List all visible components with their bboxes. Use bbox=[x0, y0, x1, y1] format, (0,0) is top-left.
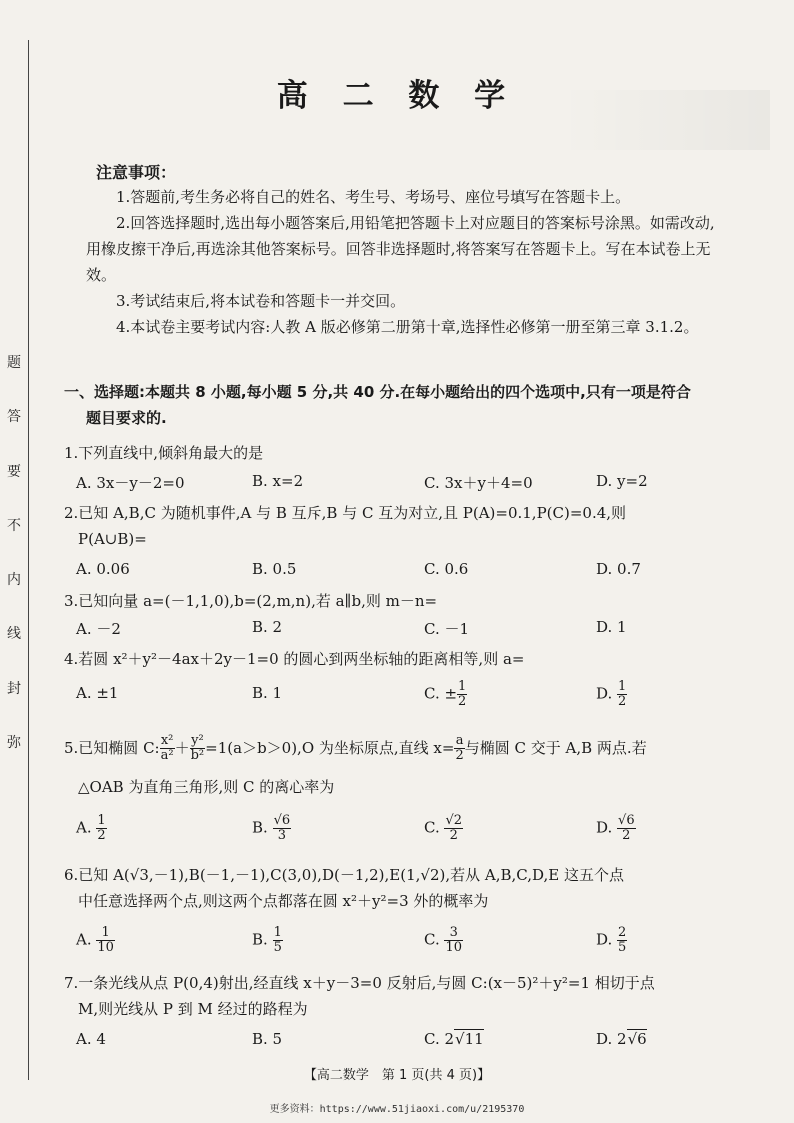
option-prefix: C. bbox=[424, 818, 445, 837]
numerator: √6 bbox=[618, 813, 635, 828]
question-5-options bbox=[76, 814, 756, 844]
denominator: 2 bbox=[449, 828, 458, 843]
sqrt-expression: √6 bbox=[627, 1030, 647, 1048]
option-a: A. 0.06 bbox=[76, 560, 130, 578]
option-d: D. 0.7 bbox=[596, 560, 641, 578]
option-prefix: C. 2 bbox=[424, 1030, 455, 1048]
option-a bbox=[76, 814, 107, 843]
numerator: 1 bbox=[96, 926, 115, 941]
option-prefix: A. bbox=[76, 930, 97, 949]
question-1 bbox=[64, 440, 754, 466]
denominator: 3 bbox=[277, 828, 286, 843]
denominator: 2 bbox=[458, 694, 467, 709]
numerator: a bbox=[455, 733, 464, 748]
fraction bbox=[617, 680, 627, 709]
question-stem: 4.若圆 x²＋y²－4ax＋2y－1=0 的圆心到两坐标轴的距离相等,则 a= bbox=[64, 650, 525, 668]
option-a: A. 3x－y－2=0 bbox=[76, 474, 185, 492]
binding-char: 线 bbox=[7, 626, 21, 643]
binding-char: 不 bbox=[7, 517, 21, 534]
numerator: 1 bbox=[618, 679, 627, 694]
question-3 bbox=[64, 588, 754, 614]
fraction-x2-a2 bbox=[160, 734, 175, 763]
fraction bbox=[96, 814, 106, 843]
question-stem-line2: 中任意选择两个点,则这两个点都落在圆 x²＋y²=3 外的概率为 bbox=[78, 892, 489, 910]
question-stem-line1: 6.已知 A(√3,－1),B(－1,－1),C(3,0),D(－1,2),E(1,√2),若从 A,B,C,D,E 这五个点 bbox=[64, 866, 624, 884]
notice-list bbox=[86, 184, 716, 340]
option-d-prefix: D. bbox=[596, 684, 618, 703]
question-2 bbox=[64, 500, 754, 552]
option-b: B. 0.5 bbox=[252, 560, 297, 578]
fraction-y2-b2 bbox=[190, 734, 206, 763]
option-c bbox=[424, 1030, 484, 1048]
binding-char: 封 bbox=[7, 680, 21, 697]
question-3-options bbox=[76, 618, 756, 648]
binding-char: 答 bbox=[7, 409, 21, 426]
binding-warning bbox=[4, 352, 24, 752]
numerator: 3 bbox=[444, 926, 463, 941]
question-5-line2 bbox=[64, 774, 754, 800]
denominator: b² bbox=[190, 748, 205, 763]
question-4-options bbox=[76, 680, 756, 710]
option-b: B. 2 bbox=[252, 618, 283, 636]
numerator: 1 bbox=[273, 925, 282, 940]
option-a: A. ±1 bbox=[76, 684, 119, 702]
question-stem-line2: P(A∪B)= bbox=[78, 530, 147, 548]
fraction bbox=[457, 680, 467, 709]
question-6 bbox=[64, 862, 754, 914]
option-prefix: B. bbox=[252, 818, 273, 837]
numerator: √6 bbox=[273, 813, 291, 828]
section-heading bbox=[64, 379, 754, 431]
option-prefix: D. bbox=[596, 930, 618, 949]
option-d bbox=[596, 926, 627, 955]
question-stem-line2: M,则光线从 P 到 M 经过的路程为 bbox=[78, 1000, 308, 1018]
fraction bbox=[617, 814, 636, 843]
numerator: 2 bbox=[618, 925, 627, 940]
question-6-options bbox=[76, 926, 756, 956]
denominator: 2 bbox=[622, 828, 631, 843]
binding-char: 题 bbox=[7, 355, 21, 371]
fraction bbox=[444, 814, 463, 843]
option-b: B. 5 bbox=[252, 1030, 283, 1048]
question-stem-line1: 2.已知 A,B,C 为随机事件,A 与 B 互斥,B 与 C 互为对立,且 P(A)=0.1,P(C)=0.4,则 bbox=[64, 504, 627, 522]
option-d: D. y=2 bbox=[596, 472, 648, 490]
option-prefix: C. bbox=[424, 930, 445, 949]
denominator: 5 bbox=[618, 940, 627, 955]
notice-item: 3.考试结束后,将本试卷和答题卡一并交回。 bbox=[116, 292, 406, 310]
option-d: D. 1 bbox=[596, 618, 627, 636]
fraction-a-2 bbox=[454, 734, 464, 763]
denominator: 5 bbox=[273, 940, 282, 955]
fraction bbox=[273, 814, 292, 843]
page-footer: 【高二数学 第 1 页(共 4 页)】 bbox=[303, 1068, 491, 1083]
numerator: y² bbox=[191, 733, 204, 748]
question-stem: 3.已知向量 a=(－1,1,0),b=(2,m,n),若 a∥b,则 m－n= bbox=[64, 592, 438, 610]
sqrt-expression: √11 bbox=[455, 1030, 484, 1048]
notice-item: 2.回答选择题时,选出每小题答案后,用铅笔把答题卡上对应题目的答案标号涂黑。如需改动,用橡皮擦干净后,再选涂其他答案标号。回答非选择题时,将答案写在答题卡上。写在本试卷上无效。 bbox=[86, 214, 715, 284]
fraction bbox=[273, 926, 283, 955]
plus-sign: ＋ bbox=[174, 738, 190, 757]
denominator: 10 bbox=[97, 940, 114, 955]
section-heading-line1: 一、选择题:本题共 8 小题,每小题 5 分,共 40 分.在每小题给出的四个选项中,只有一项是符合 bbox=[64, 383, 691, 401]
denominator: 2 bbox=[455, 748, 464, 763]
section-heading-line2: 题目要求的. bbox=[86, 409, 167, 427]
notice-heading: 注意事项： bbox=[96, 163, 177, 182]
option-c-prefix: C. ± bbox=[424, 684, 458, 703]
q5-mid: =1(a＞b＞0),O 为坐标原点,直线 x= bbox=[205, 738, 455, 757]
q5-post: 与椭圆 C 交于 A,B 两点.若 bbox=[464, 738, 647, 757]
question-stem-line1 bbox=[64, 733, 647, 763]
option-prefix: D. 2 bbox=[596, 1030, 627, 1048]
option-prefix: B. bbox=[252, 930, 273, 949]
question-2-options bbox=[76, 560, 756, 590]
q5-pre: 5.已知椭圆 C: bbox=[64, 738, 160, 757]
option-b bbox=[252, 926, 283, 955]
question-stem: 1.下列直线中,倾斜角最大的是 bbox=[64, 444, 264, 462]
option-b: B. x=2 bbox=[252, 472, 304, 490]
numerator: √2 bbox=[445, 813, 463, 828]
option-d bbox=[596, 680, 627, 709]
fraction bbox=[96, 926, 115, 955]
question-1-options bbox=[76, 472, 756, 502]
question-stem-line1: 7.一条光线从点 P(0,4)射出,经直线 x＋y－3=0 反射后,与圆 C:(x－5)²＋y²=1 相切于点 bbox=[64, 974, 655, 992]
denominator: 10 bbox=[445, 940, 463, 955]
denominator: 2 bbox=[97, 828, 106, 843]
option-a: A. 4 bbox=[76, 1030, 106, 1048]
numerator: 1 bbox=[458, 679, 467, 694]
option-c: C. －1 bbox=[424, 620, 470, 638]
option-c bbox=[424, 680, 467, 709]
notice-item: 4.本试卷主要考试内容:人教 A 版必修第二册第十章,选择性必修第一册至第三章 3.1.2。 bbox=[116, 318, 699, 336]
option-prefix: A. bbox=[76, 818, 97, 837]
numerator: 1 bbox=[97, 813, 106, 828]
option-c bbox=[424, 814, 463, 843]
denominator: a² bbox=[160, 748, 174, 763]
page-title: 高 二 数 学 bbox=[276, 78, 518, 114]
binding-char: 内 bbox=[7, 572, 21, 589]
question-stem-line2: △OAB 为直角三角形,则 C 的离心率为 bbox=[78, 778, 335, 796]
source-link[interactable]: 更多资料：https://www.51jiaoxi.com/u/2195370 bbox=[269, 1104, 525, 1115]
binding-char: 要 bbox=[7, 463, 21, 480]
option-d bbox=[596, 1030, 647, 1048]
option-c bbox=[424, 926, 463, 955]
question-7 bbox=[64, 970, 754, 1022]
option-b: B. 1 bbox=[252, 684, 283, 702]
option-b bbox=[252, 814, 291, 843]
question-4 bbox=[64, 646, 754, 672]
option-c: C. 0.6 bbox=[424, 560, 469, 578]
fraction bbox=[617, 926, 627, 955]
fraction bbox=[444, 926, 463, 955]
option-c: C. 3x＋y＋4=0 bbox=[424, 474, 533, 492]
option-a bbox=[76, 926, 115, 955]
question-7-options bbox=[76, 1030, 756, 1060]
denominator: 2 bbox=[618, 694, 627, 709]
option-d bbox=[596, 814, 636, 843]
option-a: A. －2 bbox=[76, 620, 121, 638]
notice-item: 1.答题前,考生务必将自己的姓名、考生号、考场号、座位号填写在答题卡上。 bbox=[116, 188, 631, 206]
question-5 bbox=[64, 734, 754, 763]
binding-char: 弥 bbox=[7, 734, 21, 751]
numerator: x² bbox=[160, 733, 174, 748]
option-prefix: D. bbox=[596, 818, 618, 837]
binding-line bbox=[28, 40, 29, 1080]
